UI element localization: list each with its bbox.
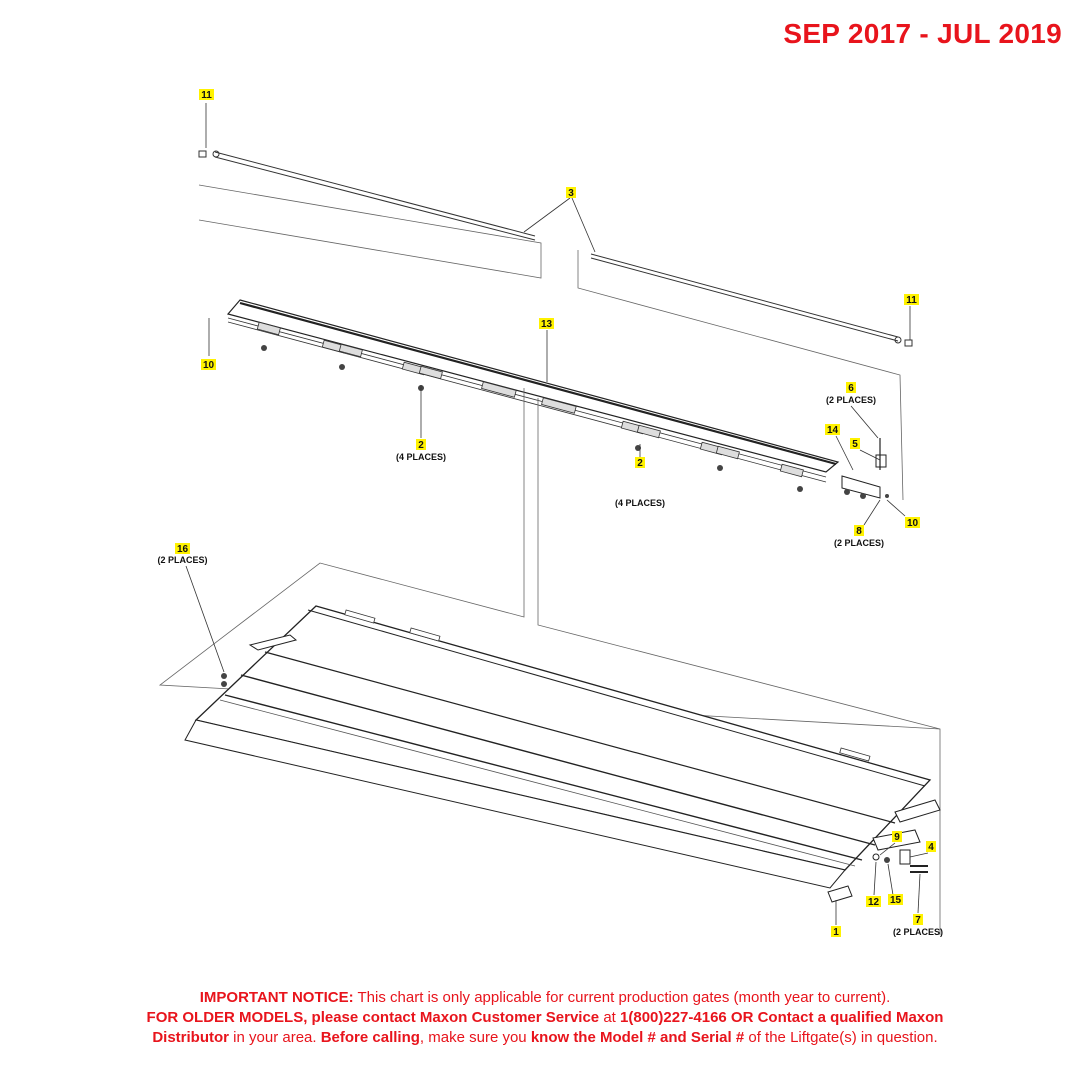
svg-text:3: 3 [568, 188, 574, 199]
svg-text:14: 14 [826, 425, 839, 436]
svg-text:6: 6 [848, 383, 854, 394]
svg-text:(2 PLACES): (2 PLACES) [825, 395, 877, 405]
svg-text:1: 1 [833, 927, 839, 938]
callout-6 [826, 382, 876, 405]
callout-13 [539, 318, 554, 330]
svg-text:15: 15 [889, 895, 902, 906]
callout-2-right [615, 457, 665, 508]
callout-3 [566, 187, 576, 199]
date-range-title: SEP 2017 - JUL 2019 [783, 18, 1062, 49]
svg-text:9: 9 [894, 832, 900, 843]
hinge-plate-assembly [228, 300, 838, 492]
svg-text:11: 11 [201, 90, 212, 101]
svg-text:11: 11 [906, 295, 917, 306]
callout-12 [866, 896, 881, 908]
notice-line-2: FOR OLDER MODELS, please contact Maxon Customer Service at 1(800)227-4166 OR Contact a qualified Maxon [146, 1009, 944, 1026]
notice-line-3: Distributor in your area. Before calling, make sure you know the Model # and Serial # of the Liftgate(s) in question. [152, 1029, 938, 1046]
svg-text:16: 16 [176, 544, 189, 555]
svg-text:(2 PLACES): (2 PLACES) [157, 555, 208, 565]
svg-text:(2 PLACES): (2 PLACES) [892, 927, 944, 937]
svg-text:12: 12 [867, 897, 880, 908]
callout-10-left [201, 359, 216, 371]
callout-11-top [199, 89, 214, 101]
svg-text:5: 5 [852, 439, 858, 450]
callout-2-left [396, 439, 446, 462]
svg-text:(2 PLACES): (2 PLACES) [833, 538, 885, 548]
svg-text:10: 10 [906, 518, 919, 529]
callout-10-right [905, 517, 920, 529]
callout-9 [892, 831, 902, 843]
svg-text:(4 PLACES): (4 PLACES) [614, 498, 666, 508]
stop-bracket [842, 438, 889, 499]
callout-4 [926, 841, 936, 853]
hinge-rod-left [199, 151, 535, 240]
svg-text:2: 2 [418, 440, 424, 451]
notice-line-1: IMPORTANT NOTICE: This chart is only applicable for current production gates (month year to current). [199, 989, 891, 1006]
callout-15 [888, 894, 903, 906]
callout-14 [825, 424, 840, 436]
svg-text:4: 4 [928, 842, 934, 853]
platform [185, 606, 940, 902]
svg-text:13: 13 [540, 319, 553, 330]
hinge-rod-right [591, 254, 912, 346]
callout-7 [893, 914, 943, 937]
svg-text:(4 PLACES): (4 PLACES) [395, 452, 447, 462]
callout-16 [157, 543, 207, 565]
callout-8 [834, 525, 884, 548]
important-notice [40, 988, 1050, 1048]
callout-11-right [904, 294, 919, 306]
svg-text:10: 10 [202, 360, 215, 371]
callout-5 [850, 438, 860, 450]
svg-text:7: 7 [915, 915, 921, 926]
callout-1 [831, 926, 841, 938]
svg-text:8: 8 [856, 526, 862, 537]
svg-text:2: 2 [637, 458, 643, 469]
